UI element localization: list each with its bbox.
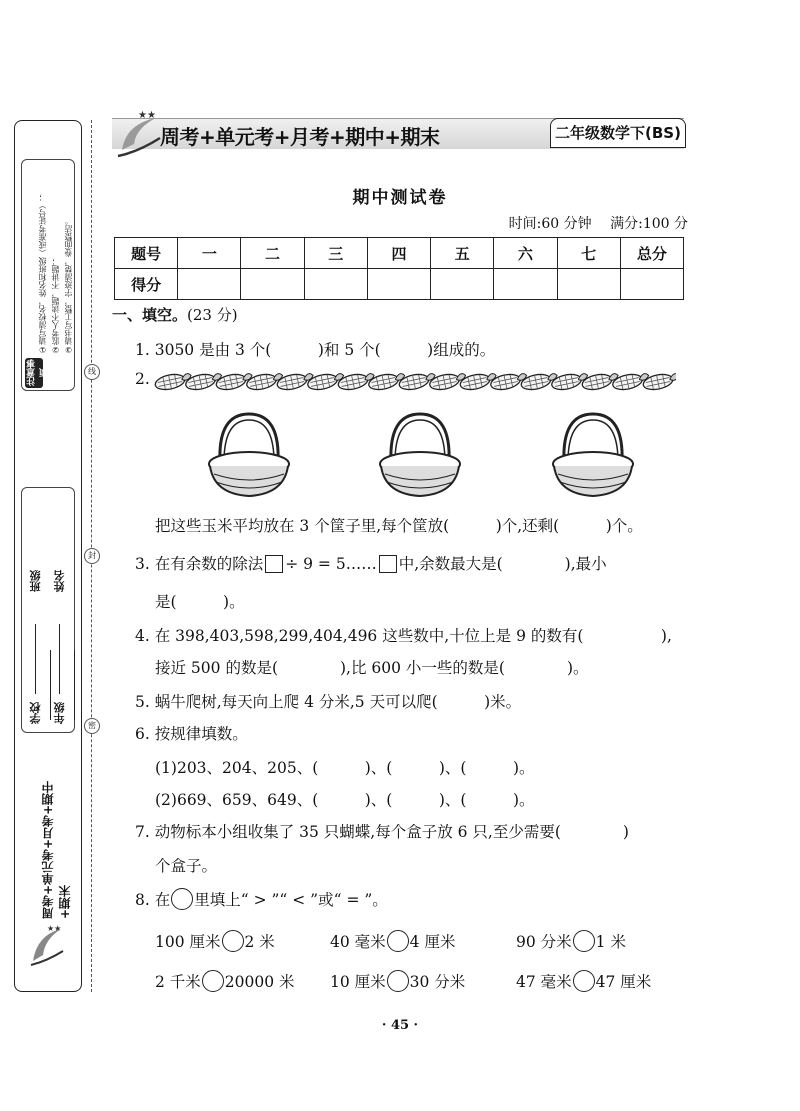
compare-circle[interactable]: [222, 930, 244, 952]
field-school-label: 学校: [29, 702, 42, 724]
compare-item-4: [155, 970, 295, 992]
compare-right: 1 米: [595, 933, 626, 951]
corn-row-illustration: [152, 364, 676, 402]
score-table-header-row: [115, 238, 684, 269]
score-header-cell: 一: [178, 238, 241, 269]
page-number: · 45 ·: [381, 1018, 419, 1033]
question-8-part-b: 里填上“ > ”“ < ”或“ = ”。: [194, 891, 388, 909]
strip-logo-icon: [27, 921, 67, 973]
question-3-cont[interactable]: 是( )。: [155, 593, 245, 611]
svg-text:★★: ★★: [47, 924, 62, 933]
circle-icon: [171, 888, 193, 910]
question-5[interactable]: 5. 蜗牛爬树,每天向上爬 4 分米,5 天可以爬( )米。: [135, 693, 522, 711]
question-6: 6. 按规律填数。: [135, 725, 248, 743]
question-8: [135, 888, 388, 910]
score-header-cell: 二: [241, 238, 304, 269]
field-class-label: 班级: [29, 570, 42, 593]
exam-title: 期中测试卷: [352, 188, 448, 208]
section-1-heading: 一、填空。: [112, 306, 188, 324]
compare-circle[interactable]: [573, 930, 595, 952]
info-col-left: [28, 498, 44, 724]
question-1[interactable]: 1. 3050 是由 3 个( )和 5 个( )组成的。: [135, 341, 496, 359]
notice-line-3: ③请书写工整，字迹清楚，卷面整洁。: [64, 217, 73, 354]
exam-full-score: 满分:100 分: [610, 216, 688, 232]
score-cell[interactable]: [304, 269, 367, 300]
score-cell[interactable]: [494, 269, 557, 300]
compare-left: 90 分米: [516, 933, 572, 951]
grade-line[interactable]: [60, 624, 61, 694]
student-info-box: [21, 487, 75, 733]
compare-left: 40 毫米: [330, 933, 386, 951]
compare-left: 2 千米: [155, 973, 201, 991]
question-4[interactable]: 4. 在 398,403,598,299,404,496 这些数中,十位上是 9 的数有( ),: [135, 627, 672, 645]
remainder-box[interactable]: [379, 555, 397, 573]
section-1-points: (23 分): [187, 306, 238, 324]
question-6-1[interactable]: (1)203、204、205、( )、( )、( )。: [155, 759, 535, 777]
compare-left: 47 毫米: [516, 973, 572, 991]
school-line[interactable]: [36, 624, 37, 694]
notice-title: 注意事项: [27, 359, 50, 387]
compare-circle[interactable]: [202, 970, 224, 992]
score-cell[interactable]: [241, 269, 304, 300]
score-cell[interactable]: [431, 269, 494, 300]
header-logo-icon: [114, 106, 164, 162]
score-header-cell: 总分: [620, 238, 683, 269]
header-grade-badge: 二年级数学下(BS): [550, 118, 686, 148]
compare-item-5: [330, 970, 465, 992]
question-7-cont[interactable]: 个盒子。: [155, 857, 218, 875]
compare-circle[interactable]: [387, 930, 409, 952]
binding-strip: [14, 120, 82, 992]
field-name-label: 姓名: [53, 570, 66, 593]
exam-meta: [495, 213, 688, 233]
exam-time: 时间:60 分钟: [508, 216, 592, 232]
score-table: [114, 237, 684, 300]
compare-item-6: [516, 970, 651, 992]
compare-right: 30 分米: [409, 973, 466, 991]
strip-brand-text: 周考+单元考+月考+期中+期末: [41, 780, 72, 919]
basket-icon: [548, 408, 638, 504]
dividend-box[interactable]: [265, 555, 283, 573]
info-col-right: [52, 498, 68, 724]
score-table-score-row: [115, 269, 684, 300]
compare-right: 2 米: [244, 933, 275, 951]
strip-brand: [25, 769, 72, 979]
svg-text:★★: ★★: [138, 110, 156, 121]
notice-line-1: ①请写清校名，姓名和班级（或准考证号）；: [38, 193, 47, 354]
question-3-part-a: 3. 在有余数的除法: [135, 555, 264, 573]
question-7[interactable]: 7. 动物标本小组收集了 35 只蝴蝶,每个盒子放 6 只,至少需要( ): [135, 823, 629, 841]
question-3[interactable]: [135, 552, 607, 574]
cut-mark-2: 封: [84, 548, 100, 564]
score-header-cell: 四: [367, 238, 430, 269]
score-cell[interactable]: [178, 269, 241, 300]
compare-left: 10 厘米: [330, 973, 386, 991]
notice-line-2: ②监考人不读题，不讲题；: [51, 257, 60, 354]
score-cell[interactable]: [557, 269, 620, 300]
compare-left: 100 厘米: [155, 933, 221, 951]
field-grade-label: 年级: [53, 702, 66, 724]
score-header-cell: 六: [494, 238, 557, 269]
compare-right: 20000 米: [224, 973, 295, 991]
question-2-text[interactable]: 把这些玉米平均放在 3 个筐子里,每个筐放( )个,还剩( )个。: [155, 517, 643, 535]
basket-icon: [204, 408, 294, 504]
cut-mark-1: 线: [84, 364, 100, 380]
compare-right: 4 厘米: [409, 933, 456, 951]
compare-right: 47 厘米: [595, 973, 652, 991]
header-title: 周考+单元考+月考+期中+期末: [160, 125, 440, 149]
score-header-cell: 七: [557, 238, 620, 269]
compare-item-3: [516, 930, 626, 952]
compare-item-2: [330, 930, 455, 952]
question-2-number: 2.: [135, 370, 150, 388]
score-row-label: 得分: [115, 269, 178, 300]
section-1-title: [112, 304, 238, 325]
cut-mark-3: 密: [84, 718, 100, 734]
score-header-cell: 五: [431, 238, 494, 269]
compare-circle[interactable]: [387, 970, 409, 992]
question-3-part-b: ÷ 9 = 5……: [285, 555, 377, 573]
question-6-2[interactable]: (2)669、659、649、( )、( )、( )。: [155, 791, 535, 809]
question-4-cont[interactable]: 接近 500 的数是( ),比 600 小一些的数是( )。: [155, 659, 589, 677]
score-cell[interactable]: [367, 269, 430, 300]
name-line[interactable]: [75, 650, 76, 720]
question-8-part-a: 8. 在: [135, 891, 171, 909]
score-header-cell: 三: [304, 238, 367, 269]
score-header-cell: 题号: [115, 238, 178, 269]
question-3-part-c: 中,余数最大是( ),最小: [398, 555, 607, 573]
score-cell[interactable]: [620, 269, 683, 300]
basket-icon: [375, 408, 465, 504]
compare-item-1: [155, 930, 275, 952]
compare-circle[interactable]: [573, 970, 595, 992]
